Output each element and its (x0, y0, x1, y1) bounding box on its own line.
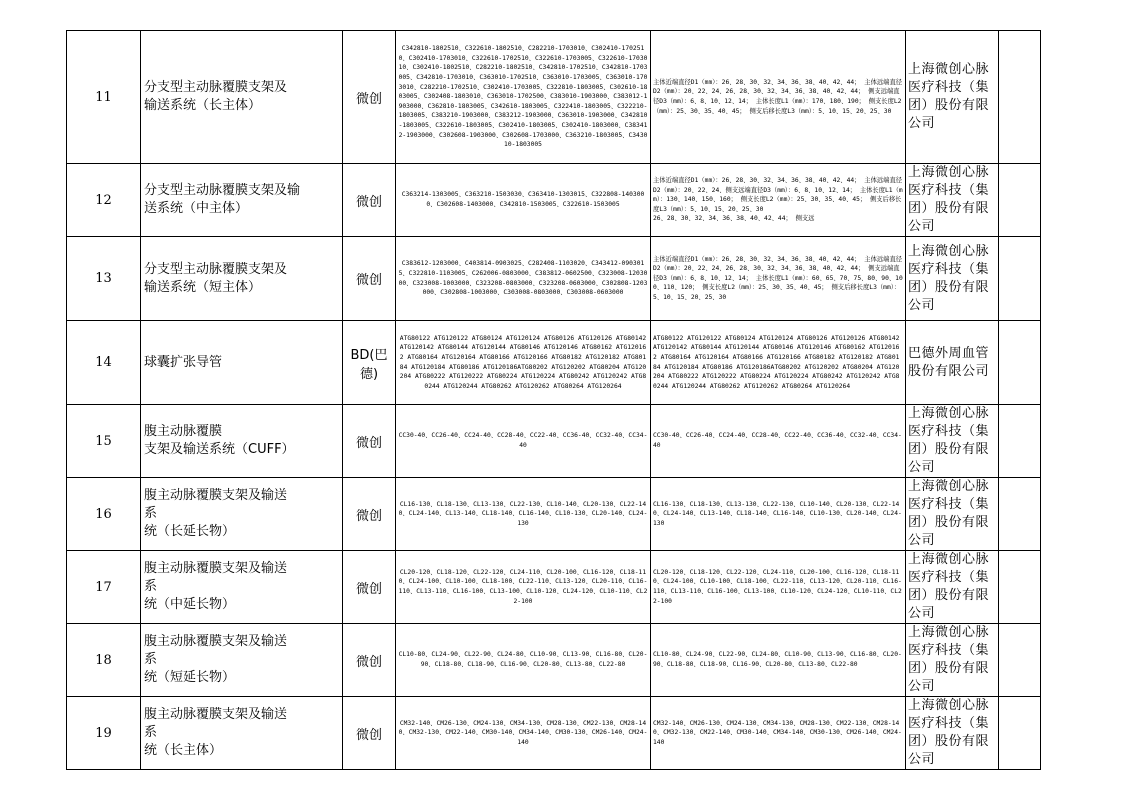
table-body (67, 31, 1041, 770)
row-number: 13 (67, 237, 141, 321)
table-row (67, 405, 1041, 478)
brand: 微创 (343, 697, 396, 770)
model-list: CC30-40、CC26-40、CC24-40、CC28-40、CC22-40、CC36-40、CC32-40、CC34-40 (396, 405, 651, 478)
product-name: 腹主动脉覆膜支架及输送 系 统（长主体） (141, 697, 343, 770)
table-row (67, 697, 1041, 770)
blank-cell (999, 697, 1041, 770)
table-row (67, 551, 1041, 624)
spec-list: 主体近端直径D1（mm）：26、28、30、32、34、36、38、40、42、44； 主体远端直径D2（mm）：20、22、24、26、28、30、32、34、36、38、40、42、44； 侧支远端直径D3（mm）：6、8、10、12、14； 主体长度L1（mm）：170、180、190； 侧支长度L2（mm）：25、30、35、40、45； 侧支后移长度L3（mm）：5、10、15、20、25、30 (651, 31, 906, 164)
model-list: C383612-1203000、C403814-0903025、C282408-1103020、C343412-0903015、C322810-1103005、C262006-0803000、C383812-0602500、C323008-1203000、C323008-1003000、C323208-0803000、C323208-0603000、C302808-1203000、C302808-1003000、C303008-0803000、C303008-0603000 (396, 237, 651, 321)
manufacturer: 上海微创心脉医疗科技（集团）股份有限公司 (906, 31, 999, 164)
spec-list: 主体近端直径D1（mm）：26、28、30、32、34、36、38、40、42、44； 主体远端直径D2（mm）：20、22、24、侧支远端直径D3（mm）：6、8、10、12、14； 主体长度L1（mm）：130、140、150、160； 侧支长度L2（mm）：25、30、35、40、45； 侧支后移长度L3（mm）：5、10、15、20、25、30 26、28、30、32、34、36、38、40、42、44； 侧支远 (651, 164, 906, 237)
table-row (67, 237, 1041, 321)
brand: 微创 (343, 237, 396, 321)
table-row (67, 164, 1041, 237)
product-name: 腹主动脉覆膜支架及输送 系 统（中延长物） (141, 551, 343, 624)
model-list: CL10-80、CL24-90、CL22-90、CL24-80、CL10-90、CL13-90、CL16-80、CL20-90、CL18-80、CL18-90、CL16-90、CL20-80、CL13-80、CL22-80 (396, 624, 651, 697)
manufacturer: 上海微创心脉医疗科技（集团）股份有限公司 (906, 624, 999, 697)
brand: 微创 (343, 551, 396, 624)
model-list: CM32-140、CM26-130、CM24-130、CM34-130、CM28-130、CM22-130、CM28-140、CM32-130、CM22-140、CM30-140、CM34-140、CM30-130、CM26-140、CM24-140 (396, 697, 651, 770)
table-row (67, 624, 1041, 697)
blank-cell (999, 405, 1041, 478)
row-number: 14 (67, 321, 141, 405)
brand: 微创 (343, 31, 396, 164)
product-name: 分支型主动脉覆膜支架及 输送系统（长主体） (141, 31, 343, 164)
manufacturer: 巴德外周血管股份有限公司 (906, 321, 999, 405)
model-list: CL16-130、CL18-130、CL13-130、CL22-130、CL10-140、CL20-130、CL22-140、CL24-140、CL13-140、CL18-140、CL16-140、CL10-130、CL20-140、CL24-130 (396, 478, 651, 551)
product-name: 分支型主动脉覆膜支架及 输送系统（短主体） (141, 237, 343, 321)
table-row (67, 321, 1041, 405)
blank-cell (999, 237, 1041, 321)
manufacturer: 上海微创心脉医疗科技（集团）股份有限公司 (906, 478, 999, 551)
brand: 微创 (343, 624, 396, 697)
product-name: 腹主动脉覆膜 支架及输送系统（CUFF） (141, 405, 343, 478)
spec-list: CM32-140、CM26-130、CM24-130、CM34-130、CM28-130、CM22-130、CM28-140、CM32-130、CM22-140、CM30-140、CM34-140、CM30-130、CM26-140、CM24-140 (651, 697, 906, 770)
row-number: 11 (67, 31, 141, 164)
product-name: 球囊扩张导管 (141, 321, 343, 405)
manufacturer: 上海微创心脉医疗科技（集团）股份有限公司 (906, 405, 999, 478)
model-list: CL20-120、CL18-120、CL22-120、CL24-110、CL20-100、CL16-120、CL18-110、CL24-100、CL10-100、CL18-100、CL22-110、CL13-120、CL20-110、CL16-110、CL13-110、CL16-100、CL13-100、CL10-120、CL24-120、CL10-110、CL22-100 (396, 551, 651, 624)
brand: 微创 (343, 478, 396, 551)
row-number: 17 (67, 551, 141, 624)
product-name: 分支型主动脉覆膜支架及输 送系统（中主体） (141, 164, 343, 237)
row-number: 15 (67, 405, 141, 478)
blank-cell (999, 31, 1041, 164)
model-list: C342810-1802510、C322610-1802510、C282210-1703010、C302410-1702510、C302410-1703010、C322610-1702510、C322610-1703005、C322610-1703010、C302410-1802510、C282210-1802510、C342810-1702510、C342810-1703005、C342810-1703010、C363010-1702510、C363010-1703005、C363010-1703010、C282210-1702510、C302410-1703005、C322810-1803005、C302610-1803005、C302408-1803010、C363010-1702500、C383010-1903000、C383012-1903000、C362810-1803005、C342610-1803005、C322410-1803005、C322210-1803005、C383210-1903000、C383212-1903000、C363010-1903000、C342810-1803005、C322610-1803005、C302410-1803005、C302410-1803000、C383412-1903000、C302608-1903000、C302608-1703000、C363210-1803005、C343010-1803005 (396, 31, 651, 164)
brand: BD(巴德) (343, 321, 396, 405)
brand: 微创 (343, 164, 396, 237)
spec-list: CL20-120、CL18-120、CL22-120、CL24-110、CL20-100、CL16-120、CL18-110、CL24-100、CL10-100、CL18-100、CL22-110、CL13-120、CL20-110、CL16-110、CL13-110、CL16-100、CL13-100、CL10-120、CL24-120、CL10-110、CL22-100 (651, 551, 906, 624)
row-number: 12 (67, 164, 141, 237)
spec-list: CC30-40、CC26-40、CC24-40、CC28-40、CC22-40、CC36-40、CC32-40、CC34-40 (651, 405, 906, 478)
blank-cell (999, 624, 1041, 697)
table-row (67, 31, 1041, 164)
spec-list: 主体近端直径D1（mm）：26、28、30、32、34、36、38、40、42、44； 主体远端直径D2（mm）：20、22、24、26、28、30、32、34、36、38、40、42、44； 侧支远端直径D3（mm）：6、8、10、12、14； 主体长度L1（mm）：60、65、70、75、80、90、100、110、120； 侧支长度L2（mm）：25、30、35、40、45； 侧支后移长度L3（mm）：5、10、15、20、25、30 (651, 237, 906, 321)
row-number: 18 (67, 624, 141, 697)
spec-list: CL16-130、CL18-130、CL13-130、CL22-130、CL10-140、CL20-130、CL22-140、CL24-140、CL13-140、CL18-140、CL16-140、CL10-130、CL20-140、CL24-130 (651, 478, 906, 551)
product-name: 腹主动脉覆膜支架及输送 系 统（短延长物） (141, 624, 343, 697)
brand: 微创 (343, 405, 396, 478)
blank-cell (999, 321, 1041, 405)
blank-cell (999, 551, 1041, 624)
blank-cell (999, 164, 1041, 237)
manufacturer: 上海微创心脉医疗科技（集团）股份有限公司 (906, 237, 999, 321)
row-number: 19 (67, 697, 141, 770)
spec-list: CL10-80、CL24-90、CL22-90、CL24-80、CL10-90、CL13-90、CL16-80、CL20-90、CL18-80、CL18-90、CL16-90、CL20-80、CL13-80、CL22-80 (651, 624, 906, 697)
manufacturer: 上海微创心脉医疗科技（集团）股份有限公司 (906, 551, 999, 624)
table-row (67, 478, 1041, 551)
model-list: ATG80122 ATG120122 ATG80124 ATG120124 ATG80126 ATG120126 ATG80142 ATG120142 ATG80144 ATG120144 ATG80146 ATG120146 ATG80162 ATG120162 ATG80164 ATG120164 ATG80166 ATG120166 ATG80182 ATG120182 ATG80184 ATG120184 ATG80186 ATG120186ATG80202 ATG120202 ATG80204 ATG120204 ATG80222 ATG120222 ATG80224 ATG120224 ATG80242 ATG120242 ATG80244 ATG120244 ATG80262 ATG120262 ATG80264 ATG120264 (396, 321, 651, 405)
blank-cell (999, 478, 1041, 551)
product-name: 腹主动脉覆膜支架及输送 系 统（长延长物） (141, 478, 343, 551)
product-table (66, 30, 1041, 770)
manufacturer: 上海微创心脉医疗科技（集团）股份有限公司 (906, 164, 999, 237)
manufacturer: 上海微创心脉医疗科技（集团）股份有限公司 (906, 697, 999, 770)
row-number: 16 (67, 478, 141, 551)
spec-list: ATG80122 ATG120122 ATG80124 ATG120124 ATG80126 ATG120126 ATG80142 ATG120142 ATG80144 ATG120144 ATG80146 ATG120146 ATG80162 ATG120162 ATG80164 ATG120164 ATG80166 ATG120166 ATG80182 ATG120182 ATG80184 ATG120184 ATG80186 ATG120186ATG80202 ATG120202 ATG80204 ATG120204 ATG80222 ATG120222 ATG80224 ATG120224 ATG80242 ATG120242 ATG80244 ATG120244 ATG80262 ATG120262 ATG80264 ATG120264 (651, 321, 906, 405)
model-list: C363214-1303005、C363210-1503030、C363410-1303015、C322808-1403000、C302608-1403000、C342810-1503005、C322610-1503005 (396, 164, 651, 237)
